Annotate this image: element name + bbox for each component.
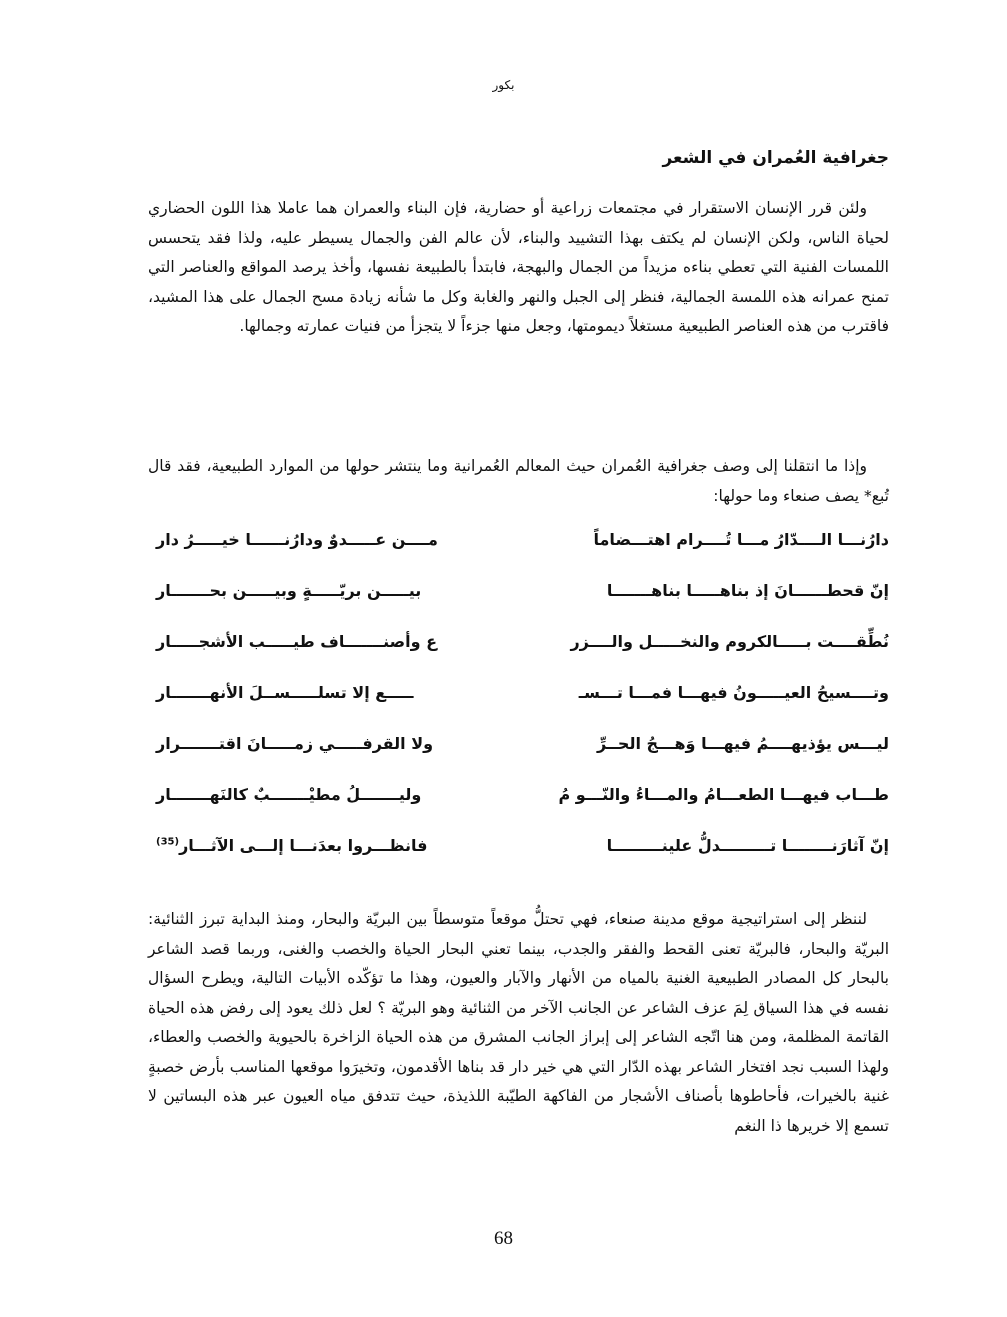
verse-second-text: فانظـــروا بعدَنـــا إلـــى الآثـــار [179, 836, 428, 855]
verse-second-hemistich: ع وأصنـــــــاف طيـــــب الأشجـــــار [156, 632, 438, 651]
paragraph-3 [148, 905, 889, 1141]
poem-verse [148, 522, 889, 573]
poem-verse [148, 573, 889, 624]
verse-second-hemistich: ولا القرفـــــي زمـــــانَ اقتـــــــرار [156, 734, 434, 753]
verse-first-hemistich: دارُنـــا الــــدّارُ مـــا تُــــرام اهتـــضاماً [593, 530, 889, 549]
poem-verse [148, 828, 889, 879]
page-number: 68 [494, 1228, 513, 1249]
verse-first-hemistich: إنّ قحطــــــانَ إذ بناهـــــا بناهـــــــا [606, 581, 889, 600]
paragraph-1-text: ولئن قرر الإنسان الاستقرار في مجتمعات زراعية أو حضارية، فإن البناء والعمران هما عاملا هذا اللون الحضاري لحياة الناس، ولكن الإنسان لم يكتف بهذا التشييد والبناء، لأن عالم الفن والجمال يسيطر عليه، ولذا فقد يتحسس اللمسات الفنية التي تعطي بناءه مزيداً من الجمال والبهجة، فابتدأ بالطبيعة نفسها، وأخذ يرصد المواقع والعناصر التي تمنح عمرانه هذه اللمسة الجمالية، فنظر إلى الجبل والنهر والغابة وكل ما شأنه زيادة مسح الجمال على هذا المشيد، فاقترب من هذه العناصر الطبيعية مستغلاً ديمومتها، وجعل منها جزءاً لا يتجزأ من فنيات عمارته وجمالها. [148, 199, 889, 335]
verse-second-hemistich: مــــن عـــــدوٌ ودارُنــــــا خيـــــرُ دار [156, 530, 438, 549]
poem-verse [148, 726, 889, 777]
paragraph-2-text: وإذا ما انتقلنا إلى وصف جغرافية العُمران حيث المعالم العُمرانية وما ينتشر حولها من الموارد الطبيعية، فقد قال تُبع* يصف صنعاء وما حولها: [148, 457, 889, 505]
verse-second-hemistich: وليـــــــلُ مطيْـــــــبٌ كالنَهـــــــار [156, 785, 422, 804]
poem-verse [148, 777, 889, 828]
verse-first-hemistich: طـــاب فيهـــا الطعـــامُ والمـــاءُ والنّـــو مُ [558, 785, 889, 804]
verse-first-hemistich: نُطِّقــــت بـــــالكروم والنخـــــل والــــزر [570, 632, 889, 651]
paragraph-1 [148, 194, 889, 342]
footnote-ref: (35) [156, 836, 180, 848]
verse-second-hemistich: ـــــع إلا تسلـــــســلَ الأنهـــــــار [156, 683, 414, 702]
verse-second-hemistich [156, 836, 427, 855]
poem [148, 522, 889, 879]
verse-first-hemistich: إنّ آثارَنــــــــا تـــــــــدلُّ علينـــــــــا [606, 836, 889, 855]
poem-verse [148, 624, 889, 675]
running-head: بكور [492, 78, 515, 92]
paragraph-2 [148, 452, 889, 511]
verse-first-hemistich: وتــــسيحُ العيـــــونُ فيهـــا فمـــا تـــسـ [578, 683, 889, 702]
verse-first-hemistich: ليـــس يؤذيهــــمُ فيهـــا وَهـــجُ الحــرِّ [597, 734, 889, 753]
section-title: جغرافية العُمران في الشعر [662, 148, 889, 168]
poem-verse [148, 675, 889, 726]
paragraph-3-text: لننظر إلى استراتيجية موقع مدينة صنعاء، فهي تحتلُّ موقعاً متوسطاً بين البريّة والبحار، ومنذ البداية تبرز الثنائية: البريّة والبحار، فالبريّة تعنى القحط والفقر والجدب، بينما تعني البحار الحياة والخصب والغنى، وربما قصد الشاعر بالبحار كل المصادر الطبيعية الغنية بالمياه من الأنهار والآبار والعيون، وهذا ما تؤكّده الأبيات التالية، ويطرح السؤال نفسه في هذا السياق لِمَ عزف الشاعر عن الجانب الآخر من الثنائية وهو البريّة ؟ لعل ذلك يعود إلى رفض هذه الحياة القاتمة المظلمة، ومن هنا اتّجه الشاعر إلى إبراز الجانب المشرق من هذه الحياة الزاخرة بالحيوية والخصب والعطاء، ولهذا السبب نجد افتخار الشاعر بهذه الدّار التي هي خير دار قد بناها الأقدمون، وتخيرَوا موقعها المناسب بأرض خصبةٍ غنية بالخيرات، فأحاطوها بأصناف الأشجار من الفاكهة الطيّبة اللذيذة، حيث تتدفق مياه العيون عبر هذه البساتين لا تسمع إلا خريرها ذا النغم [148, 910, 889, 1135]
verse-second-hemistich: بيـــــن بريّـــــةٍ وبيـــــن بحـــــــار [156, 581, 422, 600]
